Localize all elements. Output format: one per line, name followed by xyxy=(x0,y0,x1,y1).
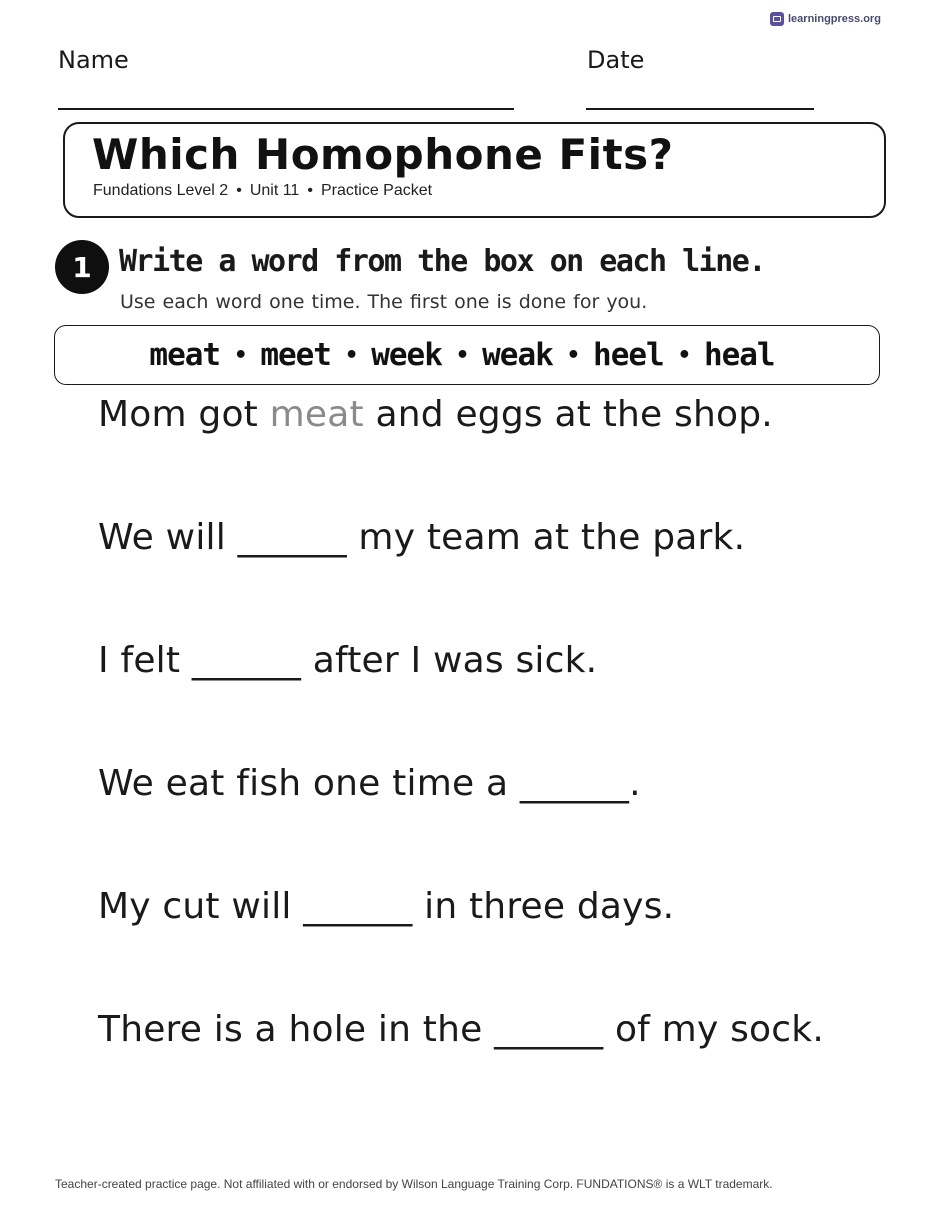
exercise-sub-instruction: Use each word one time. The first one is done for you. xyxy=(120,291,648,313)
answer-blank[interactable]: ______ xyxy=(519,763,630,804)
subtitle xyxy=(93,182,432,200)
word-bank-item: weak xyxy=(482,337,553,373)
sentence-text: I felt xyxy=(98,640,192,681)
answer-blank[interactable]: ______ xyxy=(303,886,413,927)
exercise-instruction: Write a word from the box on each line. xyxy=(119,244,765,279)
subtitle-separator: • xyxy=(307,182,313,199)
sentence-text: my team at the park. xyxy=(346,517,746,558)
sentence-4 xyxy=(98,763,641,804)
subtitle-unit: Unit 11 xyxy=(249,182,300,199)
subtitle-separator: • xyxy=(236,182,242,199)
sentence-text: in three days. xyxy=(412,886,675,927)
exercise-number-badge: 1 xyxy=(55,240,109,294)
sentence-text: and eggs at the shop. xyxy=(363,394,773,435)
answer-blank[interactable]: ______ xyxy=(237,517,347,558)
word-bank-item: heal xyxy=(703,337,775,373)
title-box xyxy=(63,122,886,218)
sentence-2 xyxy=(98,517,745,558)
word-separator: • xyxy=(344,342,358,368)
word-separator: • xyxy=(455,342,469,368)
sentence-text: We will xyxy=(98,517,238,558)
sentence-text: My cut will xyxy=(98,886,304,927)
word-bank-item: heel xyxy=(593,337,664,373)
date-line xyxy=(586,108,814,110)
subtitle-level: Fundations Level 2 xyxy=(93,182,229,199)
answer-blank[interactable]: ______ xyxy=(494,1009,604,1050)
sentence-1 xyxy=(98,394,773,435)
sentence-text: . xyxy=(629,763,641,804)
word-bank-item: week xyxy=(371,337,442,373)
page-title: Which Homophone Fits? xyxy=(92,130,674,179)
word-bank-item: meat xyxy=(149,337,221,373)
answer-blank[interactable]: ______ xyxy=(191,640,302,681)
word-bank-item: meet xyxy=(260,337,331,373)
name-label: Name xyxy=(58,46,129,74)
sentence-5 xyxy=(98,886,674,927)
book-icon xyxy=(770,12,784,26)
word-separator: • xyxy=(234,342,247,368)
sentence-3 xyxy=(98,640,597,681)
brand-text: learningpress.org xyxy=(788,13,881,25)
word-bank xyxy=(54,325,880,385)
date-label: Date xyxy=(587,46,645,74)
sentence-text: of my sock. xyxy=(603,1009,824,1050)
sentence-6 xyxy=(98,1009,824,1050)
word-separator: • xyxy=(677,342,690,368)
brand-logo xyxy=(770,12,881,26)
name-line xyxy=(58,108,514,110)
footer-disclaimer: Teacher-created practice page. Not affiliated with or endorsed by Wilson Language Training Corp. FUNDATIONS® is a WLT trademark. xyxy=(55,1177,773,1191)
subtitle-packet: Practice Packet xyxy=(320,182,433,199)
sentence-text: There is a hole in the xyxy=(98,1009,495,1050)
sentence-text: We eat fish one time a xyxy=(98,763,520,804)
example-answer: meat xyxy=(269,394,364,435)
sentence-text: after I was sick. xyxy=(301,640,598,681)
word-separator: • xyxy=(566,342,580,368)
sentence-text: Mom got xyxy=(98,394,270,435)
